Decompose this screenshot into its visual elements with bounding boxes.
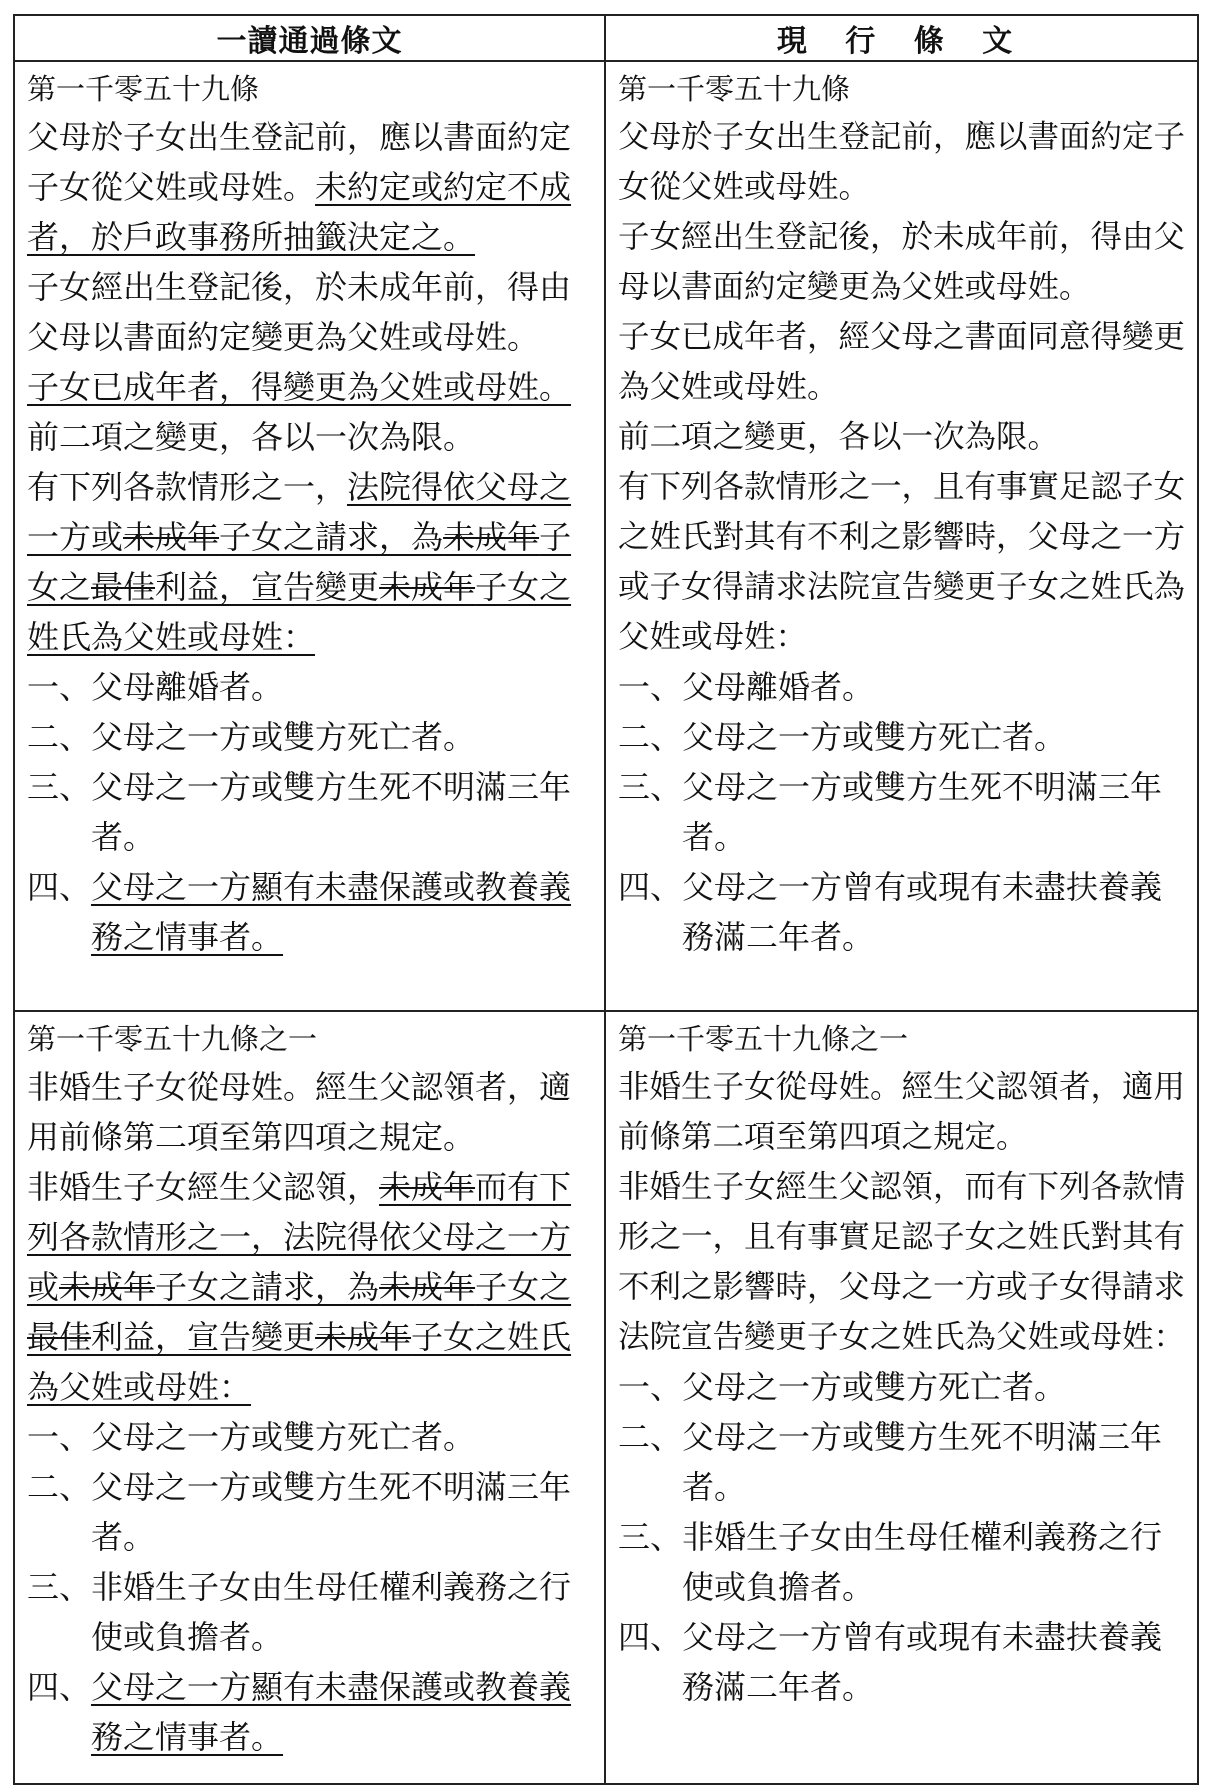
item-number: 二、 — [618, 1418, 683, 1456]
deleted-text: 未成年 — [315, 1318, 412, 1356]
item-number: 二、 — [27, 1468, 92, 1506]
item-text: 父母之一方曾有或現有未盡扶養義務滿二年者。 — [682, 1618, 1163, 1706]
item-text: 父母離婚者。 — [682, 668, 875, 706]
list-item — [618, 712, 1187, 762]
added-text: 而有下列各款情形之一，法院得依父母之一方或 — [27, 1168, 572, 1306]
article-row-1059 — [14, 61, 1198, 1011]
paragraph-text: 有下列各款情形之一， — [27, 468, 348, 506]
list-item — [27, 1462, 594, 1562]
item-number: 二、 — [27, 718, 92, 756]
article-row-1059-1 — [14, 1011, 1198, 1784]
paragraph-1: 非婚生子女從母姓。經生父認領者，適用前條第二項至第四項之規定。 — [618, 1069, 1186, 1155]
added-text: 子女之 — [27, 518, 572, 606]
paragraph-2 — [27, 1162, 594, 1412]
list-item — [618, 1512, 1187, 1612]
current-article-1059 — [605, 61, 1198, 1011]
item-number: 一、 — [618, 668, 683, 706]
item-number: 四、 — [618, 868, 683, 906]
list-item — [27, 712, 594, 762]
item-number: 三、 — [27, 768, 92, 806]
item-text: 父母離婚者。 — [91, 668, 284, 706]
item-text: 父母之一方或雙方死亡者。 — [91, 1418, 476, 1456]
item-number: 三、 — [27, 1568, 92, 1606]
added-text: 父母之一方顯有未盡保護或教養義務之情事者。 — [91, 868, 572, 956]
item-text: 父母之一方或雙方生死不明滿三年者。 — [682, 1418, 1163, 1506]
item-number: 一、 — [27, 1418, 92, 1456]
added-text: 父母之一方顯有未盡保護或教養義務之情事者。 — [91, 1668, 572, 1756]
added-text: 子女之姓氏為父姓或母姓： — [27, 568, 572, 656]
list-item — [27, 862, 594, 962]
list-item — [618, 762, 1187, 862]
deleted-text: 未成年 — [379, 1168, 476, 1206]
list-item — [618, 1362, 1187, 1412]
paragraph-5: 有下列各款情形之一，且有事實足認子女之姓氏對其有不利之影響時，父母之一方或子女得請求法院宣告變更子女之姓氏為父姓或母姓： — [618, 469, 1186, 655]
list-item — [618, 1612, 1187, 1712]
added-text: 子女之姓氏為父姓或母姓： — [27, 1318, 572, 1406]
amended-article-1059-1 — [14, 1011, 605, 1784]
item-text: 父母之一方曾有或現有未盡扶養義務滿二年者。 — [682, 868, 1163, 956]
list-item — [27, 662, 594, 712]
paragraph-2: 子女經出生登記後，於未成年前，得由父母以書面約定變更為父姓或母姓。 — [618, 219, 1186, 305]
item-number: 三、 — [618, 1518, 683, 1556]
added-text: 子女之 — [475, 1268, 572, 1306]
header-row — [14, 15, 1198, 61]
item-number: 四、 — [27, 1668, 92, 1706]
article-title: 第一千零五十九條之一 — [27, 1022, 318, 1056]
item-text: 父母之一方或雙方死亡者。 — [91, 718, 476, 756]
item-text: 父母之一方或雙方生死不明滿三年者。 — [682, 768, 1163, 856]
deleted-text: 未成年 — [123, 518, 220, 556]
list-item — [618, 662, 1187, 712]
deleted-text: 未成年 — [59, 1268, 156, 1306]
amended-article-1059 — [14, 61, 605, 1011]
item-text: 非婚生子女由生母任權利義務之行使或負擔者。 — [682, 1518, 1163, 1606]
comparison-table — [13, 14, 1199, 1785]
added-text: 子女之請求，為 — [155, 1268, 380, 1306]
paragraph-4: 前二項之變更，各以一次為限。 — [27, 418, 476, 456]
article-title: 第一千零五十九條 — [27, 72, 260, 106]
added-text: 子女之請求，為 — [219, 518, 444, 556]
paragraph-1 — [27, 112, 594, 262]
list-item — [27, 1412, 594, 1462]
paragraph-2: 非婚生子女經生父認領，而有下列各款情形之一，且有事實足認子女之姓氏對其有不利之影響時，父母之一方或子女得請求法院宣告變更子女之姓氏為父姓或母姓： — [618, 1169, 1186, 1355]
deleted-text: 未成年 — [379, 1268, 476, 1306]
added-text: 利益，宣告變更 — [155, 568, 380, 606]
paragraph-3: 子女已成年者，經父母之書面同意得變更為父姓或母姓。 — [618, 319, 1186, 405]
added-text: 利益，宣告變更 — [91, 1318, 316, 1356]
paragraph-text: 父母於子女出生登記前，應以書面約定子女從父姓或母姓。 — [27, 118, 572, 206]
deleted-text: 最佳 — [27, 1318, 92, 1356]
paragraph-3 — [27, 362, 594, 412]
list-item — [618, 1412, 1187, 1512]
added-text: 子女已成年者，得變更為父姓或母姓。 — [27, 368, 572, 406]
added-text: 法院得依父母之一方或 — [27, 468, 572, 556]
list-item — [27, 1662, 594, 1762]
paragraph-1: 非婚生子女從母姓。經生父認領者，適用前條第二項至第四項之規定。 — [27, 1068, 572, 1156]
list-item — [27, 1562, 594, 1662]
list-item — [27, 762, 594, 862]
deleted-text: 未成年 — [443, 518, 540, 556]
paragraph-text: 非婚生子女經生父認領， — [27, 1168, 380, 1206]
paragraph-5 — [27, 462, 594, 662]
item-number: 三、 — [618, 768, 683, 806]
item-text: 父母之一方或雙方死亡者。 — [682, 718, 1067, 756]
header-left: 一讀通過條文 — [14, 15, 605, 61]
deleted-text: 未成年 — [379, 568, 476, 606]
item-number: 二、 — [618, 718, 683, 756]
paragraph-4: 前二項之變更，各以一次為限。 — [618, 419, 1060, 455]
item-number: 一、 — [618, 1368, 683, 1406]
item-text: 父母之一方或雙方生死不明滿三年者。 — [91, 1468, 572, 1556]
article-title: 第一千零五十九條 — [618, 72, 851, 106]
item-number: 四、 — [27, 868, 92, 906]
paragraph-1: 父母於子女出生登記前，應以書面約定子女從父姓或母姓。 — [618, 119, 1186, 205]
list-item — [618, 862, 1187, 962]
item-number: 四、 — [618, 1618, 683, 1656]
article-title: 第一千零五十九條之一 — [618, 1022, 909, 1056]
added-text: 未約定或約定不成者，於戶政事務所抽籤決定之。 — [27, 168, 572, 256]
header-right: 現 行 條 文 — [605, 15, 1198, 61]
item-text: 非婚生子女由生母任權利義務之行使或負擔者。 — [91, 1568, 572, 1656]
item-text: 父母之一方或雙方生死不明滿三年者。 — [91, 768, 572, 856]
deleted-text: 最佳 — [91, 568, 156, 606]
item-number: 一、 — [27, 668, 92, 706]
paragraph-2: 子女經出生登記後，於未成年前，得由父母以書面約定變更為父姓或母姓。 — [27, 268, 572, 356]
item-text: 父母之一方或雙方死亡者。 — [682, 1368, 1067, 1406]
current-article-1059-1 — [605, 1011, 1198, 1784]
